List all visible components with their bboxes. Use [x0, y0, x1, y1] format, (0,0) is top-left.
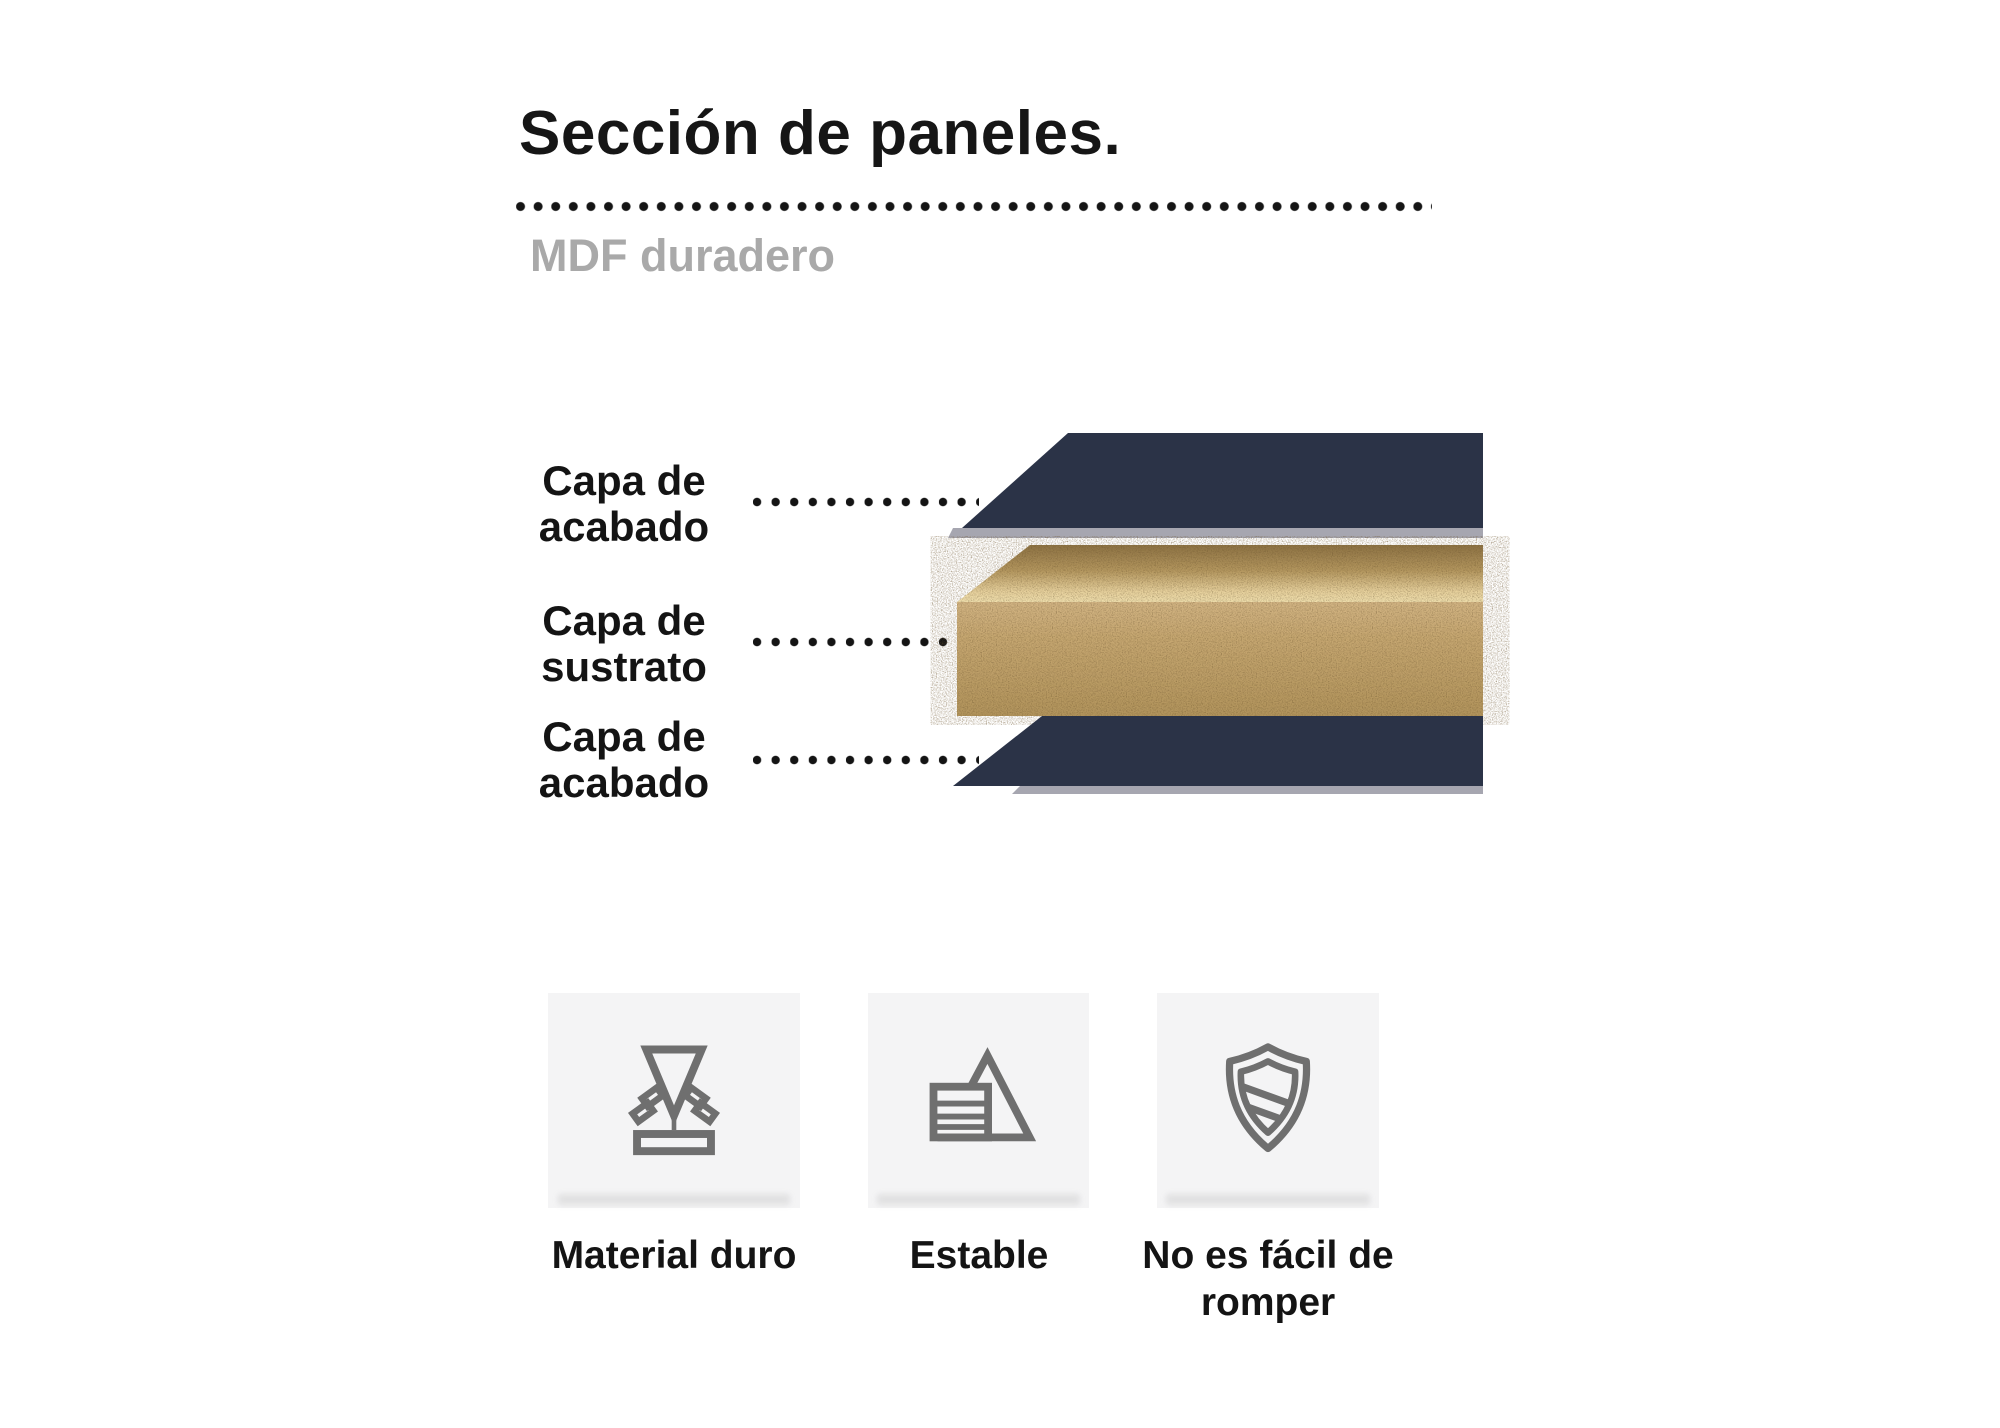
- layer-label-line: sustrato: [541, 643, 707, 690]
- layer-label-line: acabado: [538, 759, 710, 806]
- layer-label-line: Capa de: [542, 713, 706, 760]
- substrate-top-face: [957, 545, 1483, 602]
- card-smudge: [558, 1194, 790, 1205]
- feature-caption-no-romper: No es fácil de romper: [1142, 1234, 1394, 1324]
- finish-bottom-layer: [953, 716, 1483, 786]
- finish-bottom-edge: [1012, 786, 1483, 794]
- layer-label-line: acabado: [538, 503, 710, 550]
- layer-label-line: Capa de: [542, 597, 706, 644]
- laser-cutting-icon: [608, 1032, 740, 1164]
- feature-card-material-duro: [548, 993, 800, 1208]
- shield-slash-icon: [1202, 1032, 1334, 1164]
- feature-caption-estable: Estable: [909, 1234, 1049, 1277]
- substrate-front-face: [957, 602, 1483, 716]
- feature-caption-material-duro: Material duro: [551, 1234, 797, 1277]
- finish-top-layer: [962, 433, 1483, 528]
- finish-top-edge: [948, 528, 1483, 538]
- page-title: Sección de paneles.: [519, 99, 1122, 168]
- subtitle: MDF duradero: [530, 230, 836, 281]
- feature-card-estable: [868, 993, 1089, 1208]
- card-smudge: [877, 1194, 1080, 1205]
- card-smudge: [1166, 1194, 1370, 1205]
- feature-card-no-romper: [1157, 993, 1379, 1208]
- layer-label-line: Capa de: [542, 457, 706, 504]
- pyramid-stack-icon: [914, 1033, 1044, 1163]
